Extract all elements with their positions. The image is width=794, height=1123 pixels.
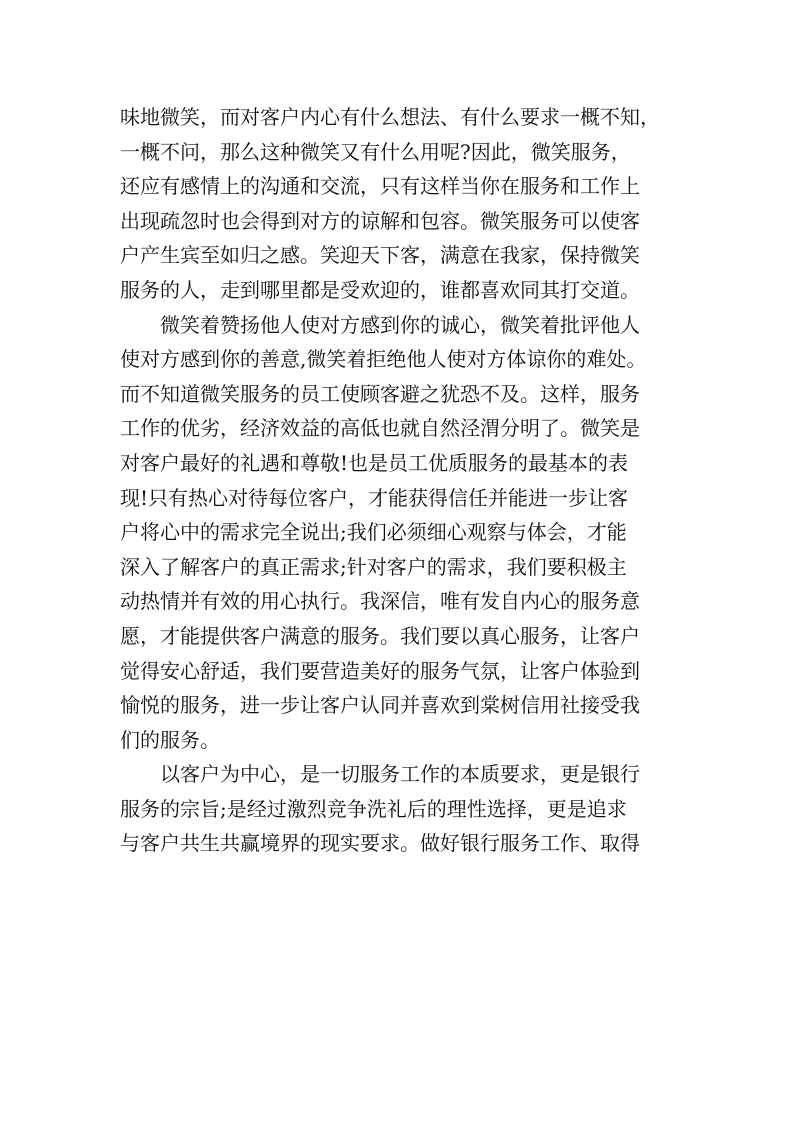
- text-line: 服务的人，走到哪里都是受欢迎的，谁都喜欢同其打交道。: [120, 277, 640, 302]
- text-line: 使对方感到你的善意,微笑着拒绝他人使对方体谅你的难处。: [120, 347, 647, 372]
- text-line: 味地微笑，而对客户内心有什么想法、有什么要求一概不知，: [120, 105, 660, 129]
- text-line: 觉得安心舒适，我们要营造美好的服务气氛，让客户体验到: [120, 658, 640, 683]
- text-line: 对客户最好的礼遇和尊敬!也是员工优质服务的最基本的表: [120, 450, 629, 475]
- text-line: 愉悦的服务，进一步让客户认同并喜欢到棠树信用社接受我: [120, 693, 640, 718]
- text-line: 户产生宾至如归之感。笑迎天下客，满意在我家，保持微笑: [120, 243, 640, 268]
- text-line: 服务的宗旨;是经过激烈竞争洗礼后的理性选择，更是追求: [120, 796, 627, 821]
- text-line: 还应有感情上的沟通和交流，只有这样当你在服务和工作上: [120, 174, 640, 199]
- text-line: 户将心中的需求完全说出;我们必须细心观察与体会，才能: [120, 520, 627, 545]
- paragraph-start-line: 微笑着赞扬他人使对方感到你的诚心，微笑着批评他人: [160, 312, 640, 337]
- text-line: 工作的优劣，经济效益的高低也就自然泾渭分明了。微笑是: [120, 416, 640, 441]
- text-line: 深入了解客户的真正需求;针对客户的需求，我们要积极主: [120, 554, 627, 579]
- text-line: 与客户共生共赢境界的现实要求。做好银行服务工作、取得: [120, 831, 640, 856]
- text-line: 出现疏忽时也会得到对方的谅解和包容。微笑服务可以使客: [120, 208, 640, 233]
- text-line: 而不知道微笑服务的员工使顾客避之犹恐不及。这样，服务: [120, 381, 640, 406]
- body-text: [120, 100, 680, 861]
- paragraph-start-line: 以客户为中心，是一切服务工作的本质要求，更是银行: [160, 762, 640, 787]
- text-line: 现!只有热心对待每位客户，才能获得信任并能进一步让客: [120, 485, 629, 510]
- text-line: 愿，才能提供客户满意的服务。我们要以真心服务，让客户: [120, 623, 640, 648]
- text-line: 动热情并有效的用心执行。我深信，唯有发自内心的服务意: [120, 589, 640, 614]
- text-line: 们的服务。: [120, 727, 220, 752]
- text-line: 一概不问，那么这种微笑又有什么用呢?因此，微笑服务，: [120, 139, 631, 164]
